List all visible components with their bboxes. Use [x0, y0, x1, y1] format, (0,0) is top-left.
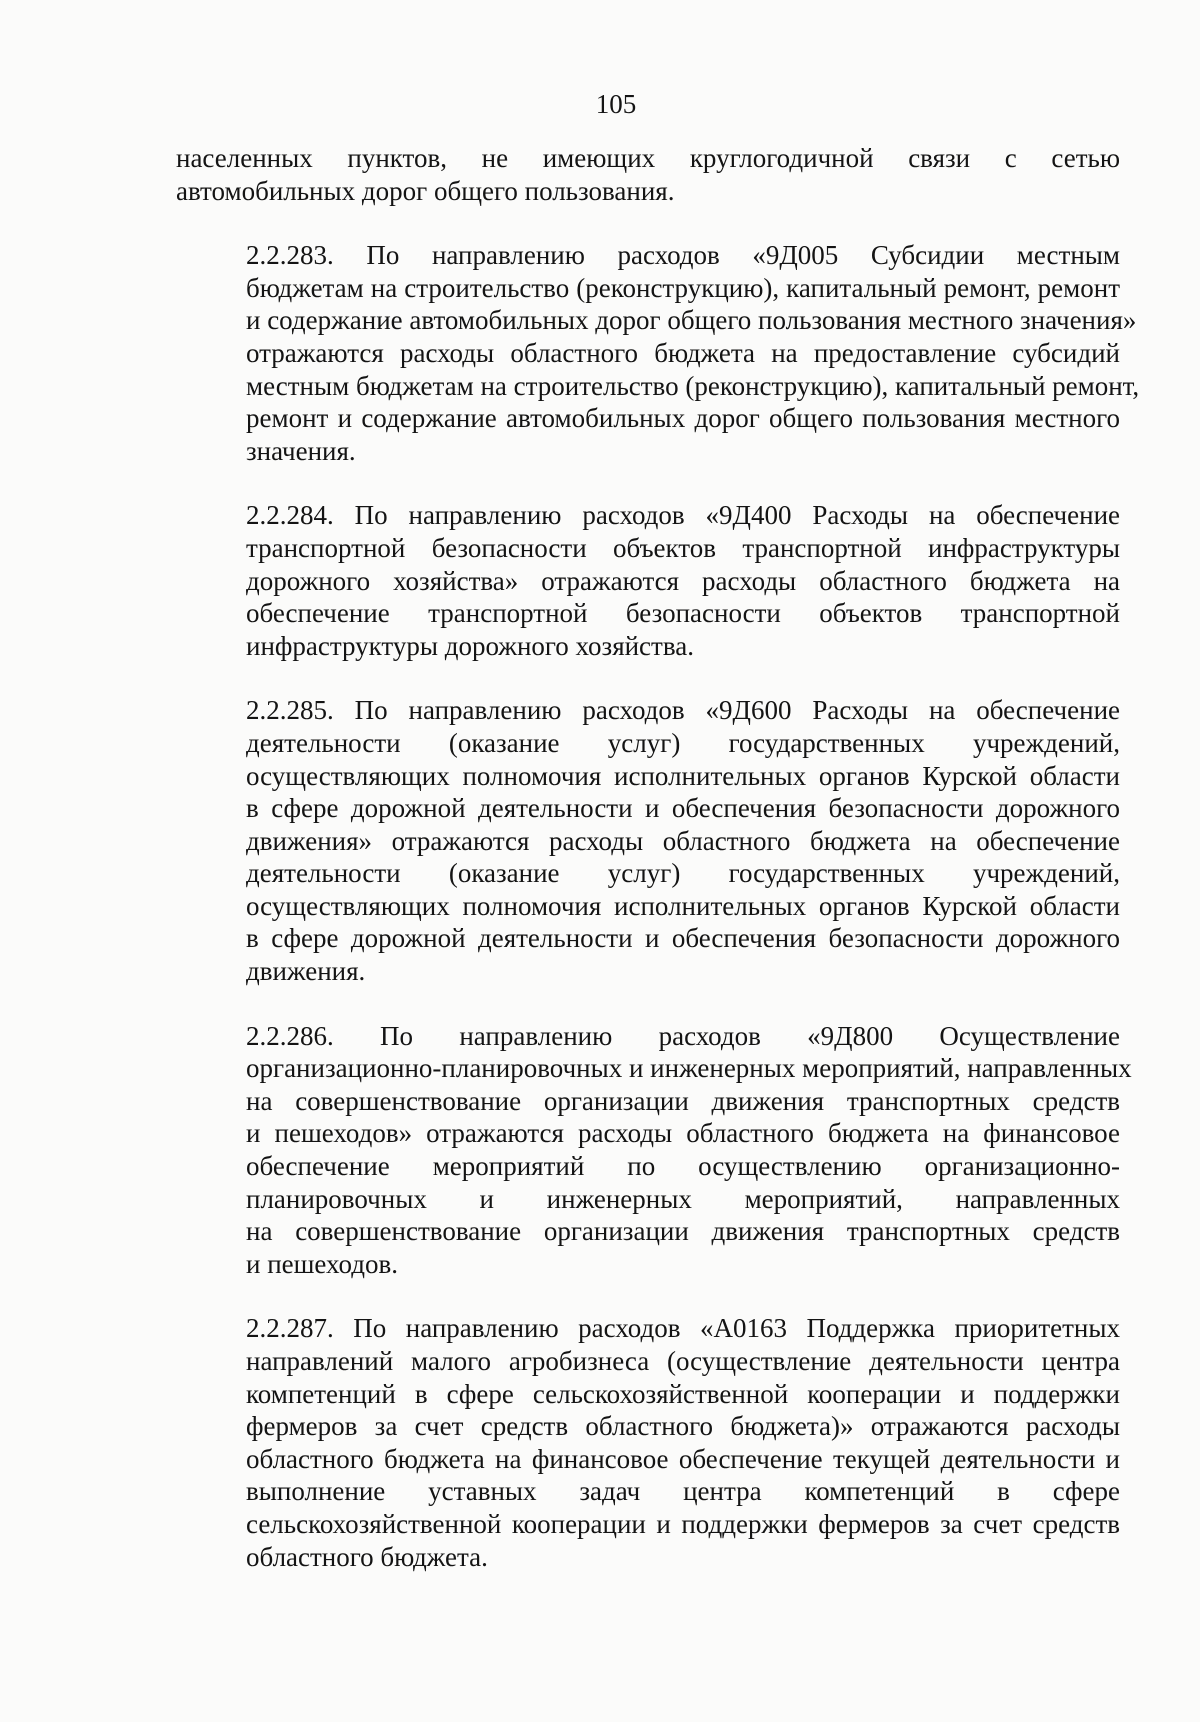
text-line: транспортной безопасности объектов транспортной инфраструктуры — [246, 532, 1120, 563]
text-line: областного бюджета на финансовое обеспечение текущей деятельности и — [246, 1443, 1120, 1474]
text-line: бюджетам на строительство (реконструкцию), капитальный ремонт, ремонт — [246, 272, 1120, 303]
text-line: обеспечение транспортной безопасности объектов транспортной — [246, 598, 1120, 629]
text-line: фермеров за счет средств областного бюджета)» отражаются расходы — [246, 1411, 1120, 1442]
text-line: направлений малого агробизнеса (осуществление деятельности центра — [246, 1346, 1120, 1376]
paragraph-2-2-285 — [176, 694, 1120, 987]
paragraph-2-2-287 — [176, 1312, 1120, 1573]
text-line: на совершенствование организации движения транспортных средств — [246, 1216, 1120, 1247]
text-line: сельскохозяйственной кооперации и поддержки фермеров за счет средств — [246, 1508, 1120, 1539]
paragraph-2-2-284 — [176, 499, 1120, 662]
text-line: и пешеходов. — [246, 1248, 398, 1279]
text-line: выполнение уставных задач центра компетенций в сфере — [246, 1476, 1120, 1507]
text-line: 2.2.286. По направлению расходов «9Д800 Осуществление — [246, 1020, 1120, 1051]
text-line: на совершенствование организации движения транспортных средств — [246, 1085, 1120, 1116]
page-number: 105 — [595, 89, 637, 119]
text-line: отражаются расходы областного бюджета на предоставление субсидий — [246, 337, 1120, 368]
paragraph-2-2-283 — [176, 239, 1140, 467]
text-line: движения. — [246, 956, 366, 987]
text-line: 2.2.284. По направлению расходов «9Д400 Расходы на обеспечение — [246, 500, 1120, 531]
text-line: организационно-планировочных и инженерных мероприятий, направленных — [246, 1053, 1132, 1084]
text-line: 2.2.283. По направлению расходов «9Д005 Субсидии местным — [246, 240, 1120, 271]
text-line: 2.2.287. По направлению расходов «А0163 Поддержка приоритетных — [246, 1313, 1120, 1344]
text-line: инфраструктуры дорожного хозяйства. — [246, 630, 694, 661]
text-line: компетенций в сфере сельскохозяйственной кооперации и поддержки — [246, 1378, 1120, 1409]
paragraph-2-2-286 — [176, 1020, 1132, 1281]
text-line: деятельности (оказание услуг) государственных учреждений, — [246, 858, 1120, 889]
text-line: движения» отражаются расходы областного бюджета на обеспечение — [246, 825, 1120, 856]
paragraph-continuation — [176, 142, 1120, 207]
text-line: планировочных и инженерных мероприятий, направленных — [246, 1183, 1120, 1214]
document-body — [176, 142, 1140, 1573]
text-line: 2.2.285. По направлению расходов «9Д600 Расходы на обеспечение — [246, 695, 1120, 726]
text-line: автомобильных дорог общего пользования. — [176, 175, 675, 206]
text-line: значения. — [246, 435, 356, 466]
text-line: ремонт и содержание автомобильных дорог общего пользования местного — [246, 403, 1120, 434]
text-line: областного бюджета. — [246, 1541, 488, 1572]
text-line: деятельности (оказание услуг) государственных учреждений, — [246, 727, 1120, 758]
text-line: обеспечение мероприятий по осуществлению организационно- — [246, 1151, 1120, 1182]
text-line: и пешеходов» отражаются расходы областного бюджета на финансовое — [246, 1118, 1120, 1149]
text-line: местным бюджетам на строительство (реконструкцию), капитальный ремонт, — [246, 370, 1140, 401]
text-line: и содержание автомобильных дорог общего пользования местного значения» — [246, 305, 1137, 336]
text-line: в сфере дорожной деятельности и обеспечения безопасности дорожного — [246, 923, 1120, 954]
text-line: осуществляющих полномочия исполнительных органов Курской области — [246, 760, 1120, 791]
text-line: в сфере дорожной деятельности и обеспечения безопасности дорожного — [246, 793, 1120, 824]
text-line: дорожного хозяйства» отражаются расходы областного бюджета на — [246, 565, 1120, 596]
text-line: осуществляющих полномочия исполнительных органов Курской области — [246, 890, 1120, 921]
text-line: населенных пунктов, не имеющих круглогодичной связи с сетью — [176, 143, 1120, 173]
